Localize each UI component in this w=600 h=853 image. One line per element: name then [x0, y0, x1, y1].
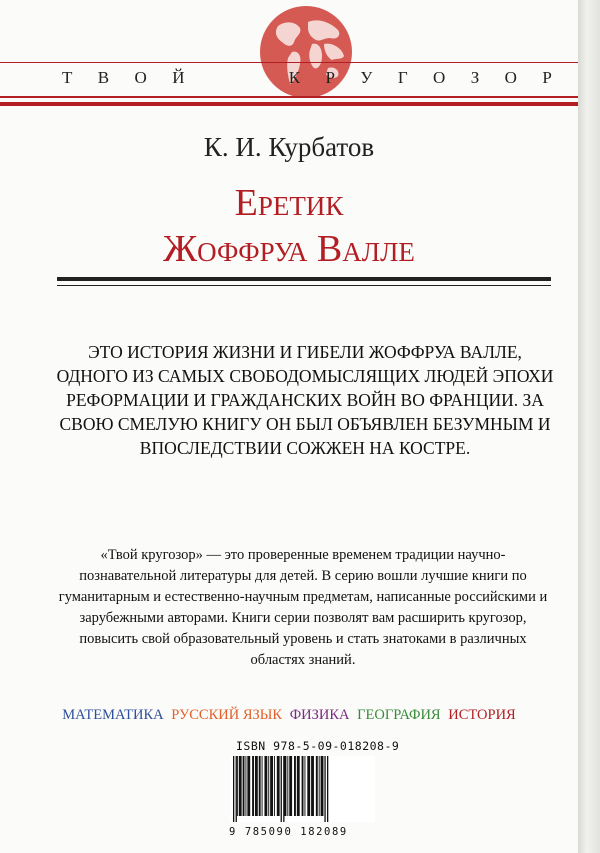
- series-description: «Твой кругозор» — это проверенные временем традиции научно-познавательной литературы для детей. В серию вошли лучшие книги по гуманитарным и естественно-научным предметам, написанные российскими и зарубежными авторами. Книги серии позволят вам расширить кругозор, повысить свой образовательный уровень и стать знатоками в различных областях знаний.: [58, 547, 548, 668]
- barcode-bar: [245, 756, 246, 816]
- barcode-bar: [237, 756, 238, 816]
- series-title: [62, 68, 552, 88]
- series-letter: Г: [397, 68, 408, 87]
- header-rule-top: [0, 62, 578, 63]
- series-letter: О: [134, 68, 147, 87]
- series-letter: Й: [172, 68, 185, 87]
- barcode-bar: [321, 756, 324, 816]
- barcode-bar: [287, 756, 288, 816]
- barcode-bar: [316, 756, 318, 816]
- barcode-bar: [302, 756, 304, 816]
- header-rule-red-2: [0, 102, 578, 106]
- barcode-bar: [319, 756, 320, 816]
- barcode-digits: 9 785090 182089: [229, 826, 348, 838]
- subject-geography: ГЕОГРАФИЯ: [357, 707, 441, 723]
- series-letter: Т: [62, 68, 73, 87]
- book-title-line-1: Еретик: [234, 182, 344, 224]
- barcode-bar: [270, 756, 273, 816]
- book-title-line-2: Жоффруа Валле: [163, 228, 415, 270]
- barcode-bar: [311, 756, 314, 816]
- series-letter: О: [433, 68, 446, 87]
- barcode-bar: [233, 756, 234, 822]
- barcode-bar: [324, 756, 325, 822]
- barcode-bar: [243, 756, 245, 816]
- barcode-bar: [283, 756, 284, 822]
- series-letter: К: [288, 68, 301, 87]
- title-rule-thin: [57, 285, 551, 286]
- series-letter: О: [504, 68, 517, 87]
- subject-physics: ФИЗИКА: [289, 707, 350, 723]
- barcode-bar: [307, 756, 310, 816]
- title-rule-thick: [57, 277, 551, 281]
- subject-history: ИСТОРИЯ: [448, 707, 516, 723]
- barcode-bar: [327, 756, 328, 822]
- barcode-bar: [281, 756, 282, 822]
- barcode-bar: [239, 756, 242, 816]
- barcode-bar: [297, 756, 300, 816]
- series-letter: В: [97, 68, 110, 87]
- series-letter: З: [470, 68, 480, 87]
- barcode-bar: [274, 756, 275, 816]
- barcode-bar: [262, 756, 263, 816]
- barcode-bar: [264, 756, 267, 816]
- series-letter: Р: [542, 68, 552, 87]
- barcode-bar: [255, 756, 258, 816]
- barcode-bar: [304, 756, 305, 816]
- barcode-bar: [252, 756, 254, 816]
- subjects-list: [0, 707, 578, 724]
- subject-russian: РУССКИЙ ЯЗЫК: [171, 707, 283, 723]
- author-name: К. И. Курбатов: [203, 132, 375, 162]
- barcode: [230, 756, 375, 822]
- barcode-bar: [277, 756, 280, 816]
- series-letter: Р: [325, 68, 335, 87]
- book-title: [0, 180, 578, 272]
- barcode-bar: [259, 756, 261, 816]
- barcode-bar: [294, 756, 296, 816]
- barcode-bar: [247, 756, 250, 816]
- series-letter: У: [360, 68, 373, 87]
- book-annotation: ЭТО ИСТОРИЯ ЖИЗНИ И ГИБЕЛИ ЖОФФРУА ВАЛЛЕ, ОДНОГО ИЗ САМЫХ СВОБОДОМЫСЛЯЩИХ ЛЮДЕЙ ЭПОХИ РЕФОРМАЦИИ И ГРАЖДАНСКИХ ВОЙН ВО ФРАНЦИИ. ЗА СВОЮ СМЕЛУЮ КНИГУ ОН БЫЛ ОБЪЯВЛЕН БЕЗУМНЫМ И ВПОСЛЕДСТВИИ СОЖЖЕН НА КОСТРЕ.: [56, 342, 554, 458]
- isbn-number: ISBN 978-5-09-018208-9: [236, 739, 400, 753]
- barcode-bar: [289, 756, 292, 816]
- barcode-bar: [285, 756, 287, 816]
- barcode-bar: [236, 756, 237, 822]
- barcode-bar: [268, 756, 269, 816]
- book-spine-edge: [578, 0, 600, 853]
- subject-math: МАТЕМАТИКА: [62, 707, 164, 723]
- header-rule-red-1: [0, 96, 578, 98]
